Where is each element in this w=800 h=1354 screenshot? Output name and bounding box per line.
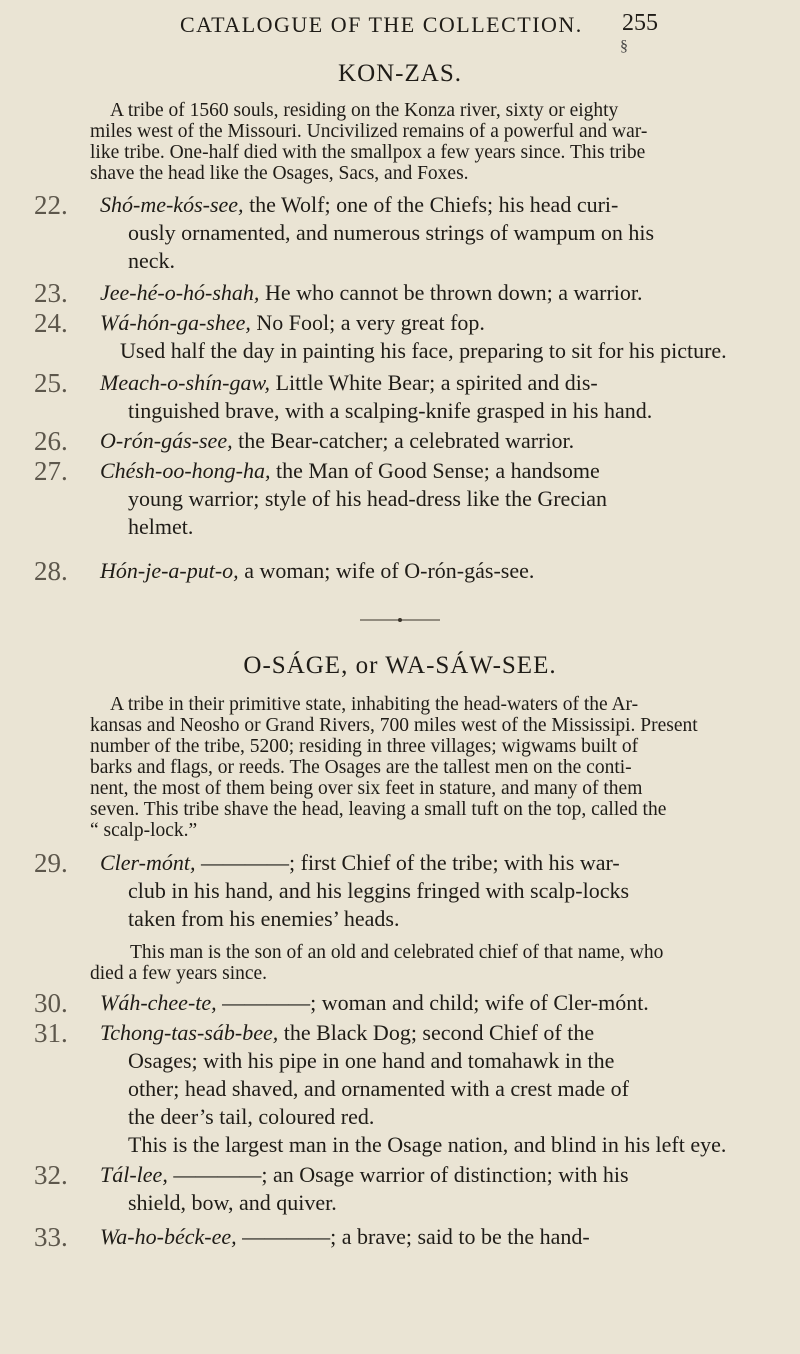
entry-number: 28.	[34, 556, 68, 586]
entry-continuation: the deer’s tail, coloured red.	[128, 1104, 375, 1129]
entry-number: 25.	[34, 368, 68, 398]
entry-continuation: shield, bow, and quiver.	[128, 1190, 337, 1215]
entry-line	[100, 1224, 590, 1250]
entry-continuation: helmet.	[128, 514, 194, 539]
entry-number: 27.	[34, 456, 68, 486]
intro-line: like tribe. One-half died with the smallpox a few years since. This tribe	[90, 142, 646, 163]
entry-name: Wáh-chee-te,	[100, 990, 217, 1015]
entry-number: 29.	[34, 848, 68, 878]
entry-name: Wá-hón-ga-shee,	[100, 310, 251, 335]
entry-continuation: young warrior; style of his head-dress like the Grecian	[128, 486, 607, 511]
intro-line: kansas and Neosho or Grand Rivers, 700 miles west of the Mississipi. Present	[90, 715, 698, 736]
entry-line	[100, 1020, 594, 1046]
entry-text: the Black Dog; second Chief of the	[278, 1020, 595, 1045]
entry-number: 32.	[34, 1160, 68, 1190]
note-line: died a few years since.	[90, 963, 268, 984]
entry-name: Cler-mónt,	[100, 850, 196, 875]
entry-number: 22.	[34, 190, 68, 220]
entry-name: Tchong-tas-sáb-bee,	[100, 1020, 279, 1045]
entry-text: the Man of Good Sense; a handsome	[270, 458, 600, 483]
entry-line	[100, 192, 618, 218]
entry-text: ————; a brave; said to be the hand-	[236, 1224, 590, 1249]
intro-line: “ scalp-lock.”	[90, 820, 198, 841]
entry-text: ————; woman and child; wife of Cler-mónt.	[216, 990, 649, 1015]
intro-line: miles west of the Missouri. Uncivilized remains of a powerful and war-	[90, 121, 648, 142]
entry-line	[100, 428, 574, 454]
entry-text: He who cannot be thrown down; a warrior.	[259, 280, 643, 305]
ornamental-divider	[360, 617, 440, 623]
entry-name: Wa-ho-béck-ee,	[100, 1224, 237, 1249]
entry-line	[100, 370, 598, 396]
entry-text: a woman; wife of O-rón-gás-see.	[238, 558, 535, 583]
entry-line	[100, 1162, 629, 1188]
entry-continuation: Used half the day in painting his face, preparing to sit for his picture.	[120, 338, 727, 363]
entry-number: 26.	[34, 426, 68, 456]
entry-continuation: taken from his enemies’ heads.	[128, 906, 400, 931]
entry-number: 23.	[34, 278, 68, 308]
entry-continuation: Osages; with his pipe in one hand and tomahawk in the	[128, 1048, 615, 1073]
entry-line	[100, 280, 643, 306]
entry-name: Chésh-oo-hong-ha,	[100, 458, 271, 483]
entry-text: ————; first Chief of the tribe; with his war-	[195, 850, 620, 875]
entry-text: the Bear-catcher; a celebrated warrior.	[232, 428, 575, 453]
page-number: 255	[622, 10, 658, 36]
intro-line: seven. This tribe shave the head, leaving a small tuft on the top, called the	[90, 799, 667, 820]
margin-mark: §	[620, 38, 628, 55]
entry-continuation: neck.	[128, 248, 176, 273]
entry-number: 30.	[34, 988, 68, 1018]
intro-line: number of the tribe, 5200; residing in three villages; wigwams built of	[90, 736, 639, 757]
note-line: This man is the son of an old and celebrated chief of that name, who	[130, 942, 664, 963]
entry-text: Little White Bear; a spirited and dis-	[270, 370, 598, 395]
running-title: CATALOGUE OF THE COLLECTION.	[180, 12, 583, 37]
entry-name: Meach-o-shín-gaw,	[100, 370, 271, 395]
entry-continuation: club in his hand, and his leggins fringed with scalp-locks	[128, 878, 630, 903]
entry-number: 31.	[34, 1018, 68, 1048]
entry-line	[100, 990, 649, 1016]
entry-line	[100, 310, 485, 336]
entry-text: the Wolf; one of the Chiefs; his head curi-	[243, 192, 619, 217]
intro-line: barks and flags, or reeds. The Osages are the tallest men on the conti-	[90, 757, 632, 778]
entry-name: Tál-lee,	[100, 1162, 168, 1187]
entry-number: 33.	[34, 1222, 68, 1252]
entry-continuation: ously ornamented, and numerous strings of wampum on his	[128, 220, 655, 245]
entry-name: Shó-me-kós-see,	[100, 192, 244, 217]
entry-number: 24.	[34, 308, 68, 338]
entry-continuation: other; head shaved, and ornamented with a crest made of	[128, 1076, 629, 1101]
entry-text: No Fool; a very great fop.	[250, 310, 485, 335]
intro-line: A tribe in their primitive state, inhabiting the head-waters of the Ar-	[110, 694, 639, 715]
section-title-osage: O-SÁGE, or WA-SÁW-SEE.	[243, 652, 557, 679]
intro-line: nent, the most of them being over six feet in stature, and many of them	[90, 778, 643, 799]
entry-name: O-rón-gás-see,	[100, 428, 233, 453]
intro-line: shave the head like the Osages, Sacs, and Foxes.	[90, 163, 469, 184]
entry-line	[100, 558, 534, 584]
entry-name: Jee-hé-o-hó-shah,	[100, 280, 260, 305]
entry-continuation: tinguished brave, with a scalping-knife grasped in his hand.	[128, 398, 653, 423]
entry-name: Hón-je-a-put-o,	[100, 558, 239, 583]
entry-continuation: This is the largest man in the Osage nation, and blind in his left eye.	[128, 1132, 727, 1157]
entry-line	[100, 458, 600, 484]
entry-text: ————; an Osage warrior of distinction; with his	[167, 1162, 629, 1187]
section-title-konzas: KON-ZAS.	[338, 60, 462, 87]
intro-line: A tribe of 1560 souls, residing on the Konza river, sixty or eighty	[110, 100, 619, 121]
entry-line	[100, 850, 620, 876]
